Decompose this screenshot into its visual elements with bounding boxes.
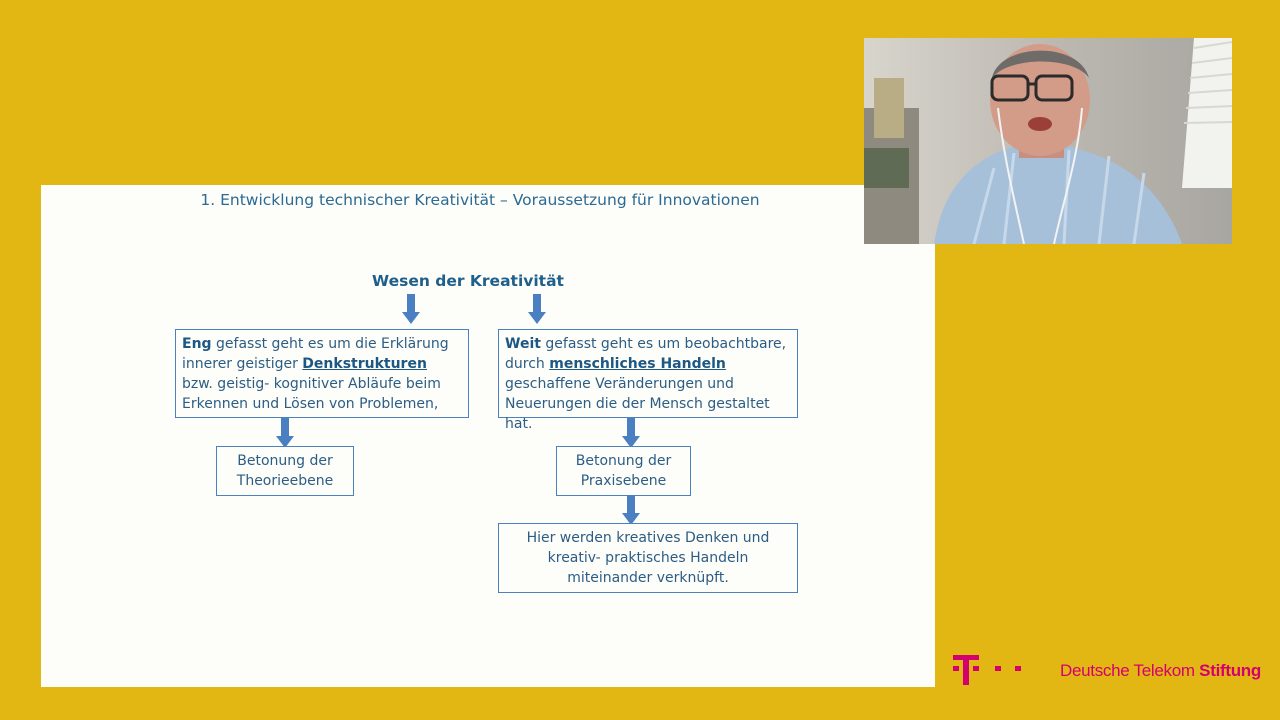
wide-emphasis: menschliches Handeln xyxy=(549,356,726,372)
practice-emphasis-box: Betonung der Praxisebene xyxy=(556,446,691,496)
arrow-down-icon xyxy=(276,418,294,448)
presenter-video-frame xyxy=(864,38,1232,244)
narrow-text-1: gefasst geht es um die Erklärung innerer geistiger xyxy=(182,336,449,372)
wide-lead: Weit xyxy=(505,336,541,352)
wide-text-1: gefasst geht es um beobachtbare, durch xyxy=(505,336,787,372)
foundation-name xyxy=(1060,661,1261,681)
foundation-name-bold: Stiftung xyxy=(1199,661,1261,680)
narrow-definition-box xyxy=(175,329,469,418)
presentation-slide xyxy=(41,185,935,687)
wide-text-2: geschaffene Veränderungen und Neuerungen die der Mensch gestaltet hat. xyxy=(505,376,770,432)
arrow-down-icon xyxy=(528,294,546,324)
wide-definition-box xyxy=(498,329,798,432)
telekom-t-logo-icon xyxy=(953,651,1025,685)
diagram-heading: Wesen der Kreativität xyxy=(372,272,564,290)
arrow-down-icon xyxy=(402,294,420,324)
foundation-name-regular: Deutsche Telekom xyxy=(1060,661,1200,680)
narrow-lead: Eng xyxy=(182,336,212,352)
result-box: Hier werden kreatives Denken und kreativ- praktisches Handeln miteinander verknüpft. xyxy=(498,523,798,593)
narrow-text-2: bzw. geistig- kognitiver Abläufe beim Erkennen und Lösen von Problemen, xyxy=(182,376,441,412)
arrow-down-icon xyxy=(622,418,640,448)
presenter-webcam xyxy=(864,38,1232,244)
narrow-emphasis: Denkstrukturen xyxy=(302,356,427,372)
slide-title: 1. Entwicklung technischer Kreativität – Voraussetzung für Innovationen xyxy=(200,191,760,209)
arrow-down-icon xyxy=(622,495,640,525)
theory-emphasis-box: Betonung der Theorieebene xyxy=(216,446,354,496)
